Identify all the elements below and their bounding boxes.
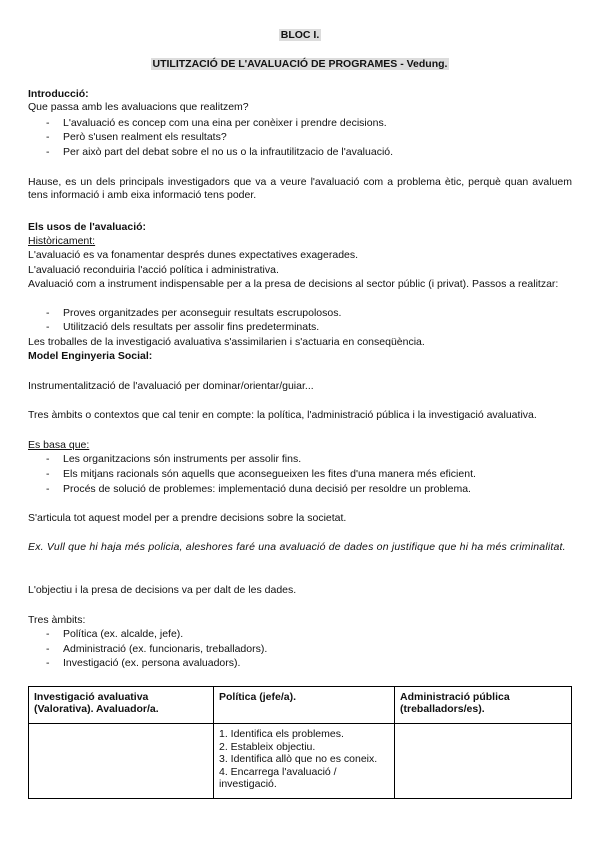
usos-line: L'avaluació es va fonamentar després dunes expectatives exagerades.: [28, 249, 359, 261]
ambits-label: Tres àmbits:: [28, 614, 86, 626]
basa-label: Es basa que:: [28, 439, 90, 451]
instrumentalitzacio-line: Instrumentalització de l'avaluació per dominar/orientar/guiar...: [28, 380, 314, 392]
header-investigacio: Investigació avaluativa (Valorativa). Avaluador/a.: [29, 687, 214, 724]
intro-bullet: - Però s'usen realment els resultats?: [46, 131, 227, 143]
intro-heading: Introducció:: [28, 88, 89, 100]
articula-line: S'articula tot aquest model per a prendre decisions sobre la societat.: [28, 512, 347, 524]
politica-step: 1. Identifica els problemes.: [219, 728, 344, 740]
header-politica: Política (jefe/a).: [214, 687, 395, 724]
hause-paragraph: Hause, es un dels principals investigadors que va a veure l'avaluació com a problema ètic, perquè quan avaluem tens informació i amb eixa informació tens poder.: [28, 176, 572, 201]
intro-bullet: - L'avaluació es concep com una eina per conèixer i prendre decisions.: [46, 117, 387, 129]
passos-bullet: - Proves organitzades per aconseguir resultats escrupolosos.: [46, 307, 342, 319]
ambit-bullet: - Política (ex. alcalde, jefe).: [46, 628, 184, 640]
cell-politica: [214, 724, 395, 799]
table-header-row: [29, 687, 572, 724]
cell-administracio: [395, 724, 572, 799]
passos-bullet: - Utilització dels resultats per assolir fins predeterminats.: [46, 321, 320, 333]
table-row: [29, 724, 572, 799]
basa-bullet: - Procés de solució de problemes: implementació duna decisió per resoldre un problema.: [46, 483, 471, 495]
example-paragraph: Ex. Vull que hi haja més policia, aleshores faré una avaluació de dades on justifique que hi ha més criminalitat.: [28, 541, 566, 553]
roles-table: [28, 686, 572, 799]
document-title: UTILITZACIÓ DE L'AVALUACIÓ DE PROGRAMES - Vedung.: [152, 58, 448, 70]
intro-question: Que passa amb les avaluacions que realitzem?: [28, 101, 249, 113]
objectiu-line: L'objectiu i la presa de decisions va per dalt de les dades.: [28, 584, 297, 596]
basa-bullet: - Les organitzacions són instruments per assolir fins.: [46, 453, 302, 465]
politica-step: 2. Estableix objectiu.: [219, 740, 316, 753]
tres-ambits-context-line: Tres àmbits o contextos que cal tenir en compte: la política, l'administració pública i la investigació avaluativa.: [28, 409, 537, 421]
model-heading: Model Enginyeria Social:: [28, 350, 153, 362]
historic-label: Històricament:: [28, 235, 96, 247]
troballes-line: Les troballes de la investigació avaluativa s'assimilarien i s'actuaria en conseqüència.: [28, 336, 425, 348]
usos-line: L'avaluació reconduiria l'acció política i administrativa.: [28, 264, 279, 276]
politica-step: 4. Encarrega l'avaluació / investigació.: [219, 765, 337, 790]
usos-heading: Els usos de l'avaluació:: [28, 221, 147, 233]
politica-step: 3. Identifica allò que no es coneix.: [219, 753, 378, 765]
instrument-paragraph: Avaluació com a instrument indispensable per a la presa de decisions al sector públic (i privat). Passos a realitzar:: [28, 278, 559, 290]
ambit-bullet: - Administració (ex. funcionaris, treballadors).: [46, 643, 268, 655]
ambit-bullet: - Investigació (ex. persona avaluadors).: [46, 657, 241, 669]
header-administracio: Administració pública (treballadors/es).: [395, 687, 572, 724]
cell-investigacio: [29, 724, 214, 799]
intro-bullet: - Per això part del debat sobre el no us o la infrautilitzacio de l'avaluació.: [46, 146, 394, 158]
bloc-heading: BLOC I.: [280, 29, 320, 41]
basa-bullet: - Els mitjans racionals són aquells que aconsegueixen les fites d'una manera més eficient.: [46, 468, 476, 480]
